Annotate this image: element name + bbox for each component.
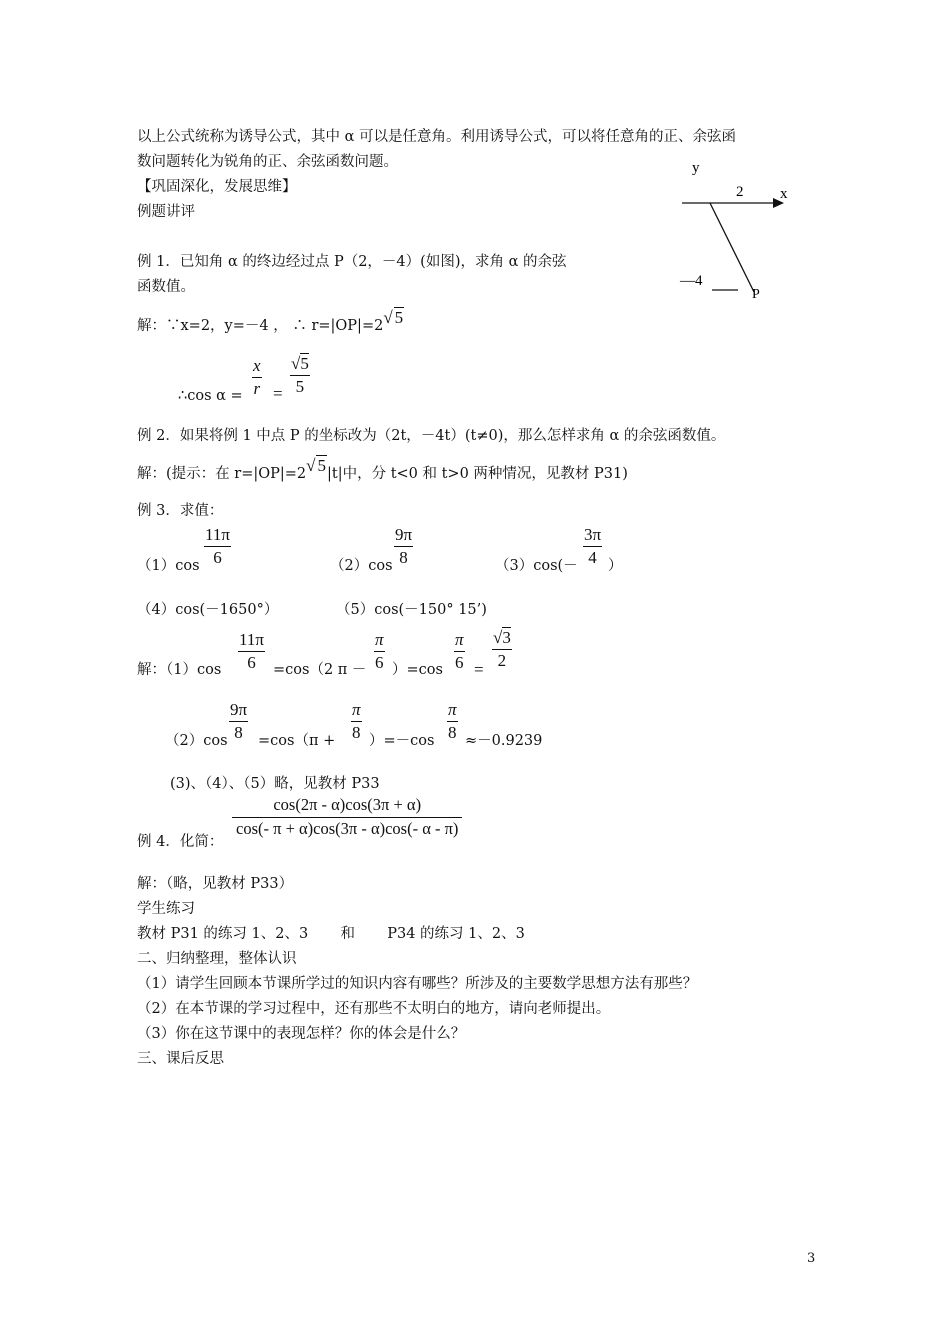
ex3-s2-mid2: ）=－cos: [369, 733, 435, 749]
ex4-fraction: [232, 796, 462, 839]
sqrt-five: √ 5: [383, 308, 404, 327]
summary-q2: （2）在本节课的学习过程中，还有那些不太明白的地方，请向老师提出。: [137, 1001, 611, 1017]
ex3-p1-fraction: $\frac{11\pi}{6}$: [205, 525, 230, 567]
neg-four-label: —4: [680, 273, 703, 289]
section-heading: 【巩固深化，发展思维】: [137, 179, 297, 195]
page-number: 3: [807, 1251, 816, 1266]
ex3-p3-close: ）: [608, 558, 623, 574]
ex3-p2-label: （2）cos: [330, 558, 393, 574]
two-label: 2: [736, 184, 744, 200]
ex3-title: 例 3．求值：: [137, 503, 224, 519]
ex1-fraction-x-over-r: $\frac{x}{r}$: [253, 356, 261, 398]
intro-line-2: 数问题转化为锐角的正、余弦函数问题。: [137, 154, 398, 170]
ex4-numerator: cos(2π - α)cos(3π + α): [232, 796, 462, 818]
ex3-s1-mid2: ）=cos: [392, 662, 443, 678]
y-axis-label: y: [692, 160, 700, 176]
ex3-s2-fraction-2: $\frac{\pi}{8}$: [352, 700, 361, 742]
practice-line: 教材 P31 的练习 1、2、3 和 P34 的练习 1、2、3: [137, 926, 525, 942]
ex2-line-1: 例 2．如果将例 1 中点 P 的坐标改为（2t，－4t）(t≠0)，那么怎样求角 α 的余弦函数值。: [137, 428, 726, 444]
ex3-p2-fraction: $\frac{9\pi}{8}$: [395, 525, 413, 567]
ex3-s1-fraction-3: $\frac{\pi}{6}$: [455, 630, 464, 672]
ex1-line-2: 函数值。: [137, 279, 195, 295]
subheading-examples: 例题讲评: [137, 204, 195, 220]
coordinate-figure: [672, 152, 802, 307]
ex1-solution: [137, 308, 404, 335]
ex1-solution-text: 解：∵x=2，y=－4 ， ∴ r=|OP|=2: [137, 318, 384, 334]
ex4-solution: 解：（略，见教材 P33）: [137, 876, 294, 892]
ex1-result-fraction: $\frac{√5}{5}$: [291, 354, 309, 396]
summary-title: 二、归纳整理，整体认识: [137, 951, 297, 967]
ex3-s2-result: ≈－0.9239: [465, 733, 543, 749]
ex2-solution: 解：(提示：在 r=|OP|=2√ 5|t|中，分 t<0 和 t>0 两种情况，见教材 P31): [137, 456, 628, 482]
ex3-p3-fraction: $\frac{3\pi}{4}$: [584, 525, 602, 567]
ex1-cos-prefix: ∴cos α =: [178, 388, 243, 404]
ex3-s1-mid: =cos（2 π －: [273, 662, 367, 678]
ex3-p5: （5）cos(－150° 15’): [336, 602, 487, 618]
ex3-s1-fraction: $\frac{11\pi}{6}$: [239, 630, 264, 672]
terminal-side-line: [710, 203, 754, 292]
ex3-s2-fraction: $\frac{9\pi}{8}$: [230, 700, 248, 742]
summary-q1: （1）请学生回顾本节课所学过的知识内容有哪些？所涉及的主要数学思想方法有那些？: [137, 976, 698, 992]
ex3-s2-mid: =cos（π +: [258, 733, 336, 749]
ex4-label: 例 4．化简：: [137, 834, 224, 850]
summary-q3: （3）你在这节课中的表现怎样？你的体会是什么？: [137, 1026, 466, 1042]
ex3-p1-label: （1）cos: [137, 558, 200, 574]
intro-line-1: 以上公式统称为诱导公式，其中 α 可以是任意角。利用诱导公式，可以将任意角的正、余弦函: [137, 129, 737, 145]
ex3-p4: （4）cos(－1650°）: [137, 602, 279, 618]
ex4-denominator: cos(- π + α)cos(3π - α)cos(- α - π): [236, 818, 459, 838]
ex3-s1-fraction-2: $\frac{\pi}{6}$: [375, 630, 384, 672]
ex3-s2-label: （2）cos: [165, 733, 228, 749]
sqrt-five: √ 5: [306, 456, 326, 475]
ex3-s1-result: $\frac{√3}{2}$: [493, 628, 511, 670]
x-axis-label: x: [780, 186, 788, 202]
ex3-s1-equals: =: [474, 660, 484, 679]
point-p-label: P: [752, 287, 760, 302]
ex3-s345: (3)、（4）、（5）略，见教材 P33: [170, 776, 380, 792]
practice-title: 学生练习: [137, 901, 195, 917]
ex3-p3-label: （3）cos(－: [495, 558, 578, 574]
ex3-s2-fraction-3: $\frac{\pi}{8}$: [448, 700, 457, 742]
reflection-title: 三、课后反思: [137, 1051, 224, 1067]
ex1-line-1: 例 1．已知角 α 的终边经过点 P（2，－4）(如图)，求角 α 的余弦: [137, 254, 567, 270]
ex1-equals: =: [273, 384, 283, 403]
ex3-s1-label: 解：（1）cos: [137, 662, 222, 678]
